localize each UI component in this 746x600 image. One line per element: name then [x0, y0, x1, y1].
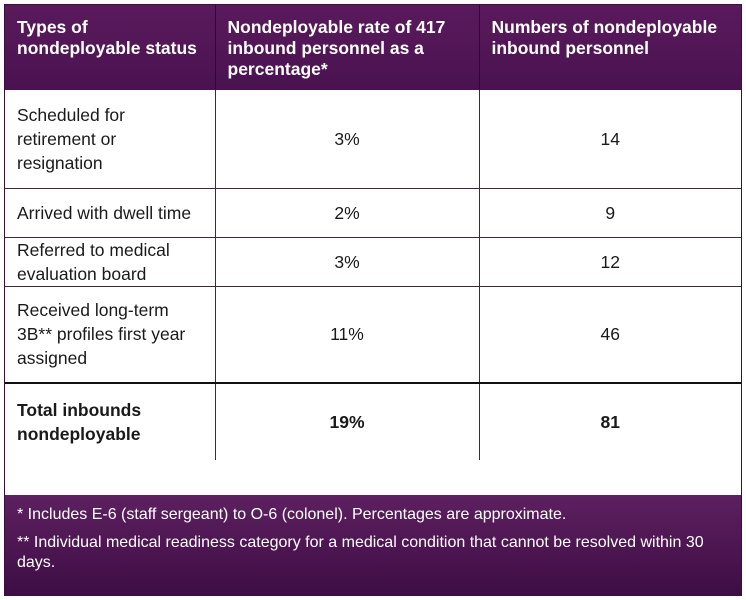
cell-count: 46 [479, 286, 741, 383]
table-row [5, 90, 741, 188]
table-row [5, 237, 741, 286]
total-count: 81 [600, 412, 620, 432]
cell-type: Referred to medical evaluation board [5, 237, 215, 286]
nondeployable-status-table-panel [4, 4, 742, 596]
cell-rate: 3% [215, 237, 479, 286]
table-body [5, 90, 741, 460]
footnotes [5, 495, 741, 595]
header-count: Numbers of nondeployable inbound personnel [479, 5, 741, 90]
nondeployable-status-table [5, 5, 741, 460]
cell-rate: 3% [215, 90, 479, 188]
header-type: Types of nondeployable status [5, 5, 215, 90]
cell-count: 12 [479, 237, 741, 286]
total-type: Total inbounds nondeployable [5, 383, 215, 460]
header-rate: Nondeployable rate of 417 inbound personnel as a percentage* [215, 5, 479, 90]
cell-type: Received long-term 3B** profiles first year assigned [5, 286, 215, 383]
cell-count: 14 [479, 90, 741, 188]
cell-rate: 2% [215, 188, 479, 237]
cell-type: Scheduled for retirement or resignation [5, 90, 215, 188]
cell-type: Arrived with dwell time [5, 188, 215, 237]
table-row [5, 286, 741, 383]
header-row [5, 5, 741, 90]
cell-rate: 11% [215, 286, 479, 383]
table-header [5, 5, 741, 90]
footnote-asterisk: * Includes E-6 (staff sergeant) to O-6 (colonel). Percentages are approximate. [17, 506, 567, 523]
total-row [5, 383, 741, 460]
footnote-double-asterisk: ** Individual medical readiness category for a medical condition that cannot be resolved within 30 days. [17, 534, 704, 571]
cell-count: 9 [479, 188, 741, 237]
table-row [5, 188, 741, 237]
total-rate: 19% [215, 383, 479, 460]
